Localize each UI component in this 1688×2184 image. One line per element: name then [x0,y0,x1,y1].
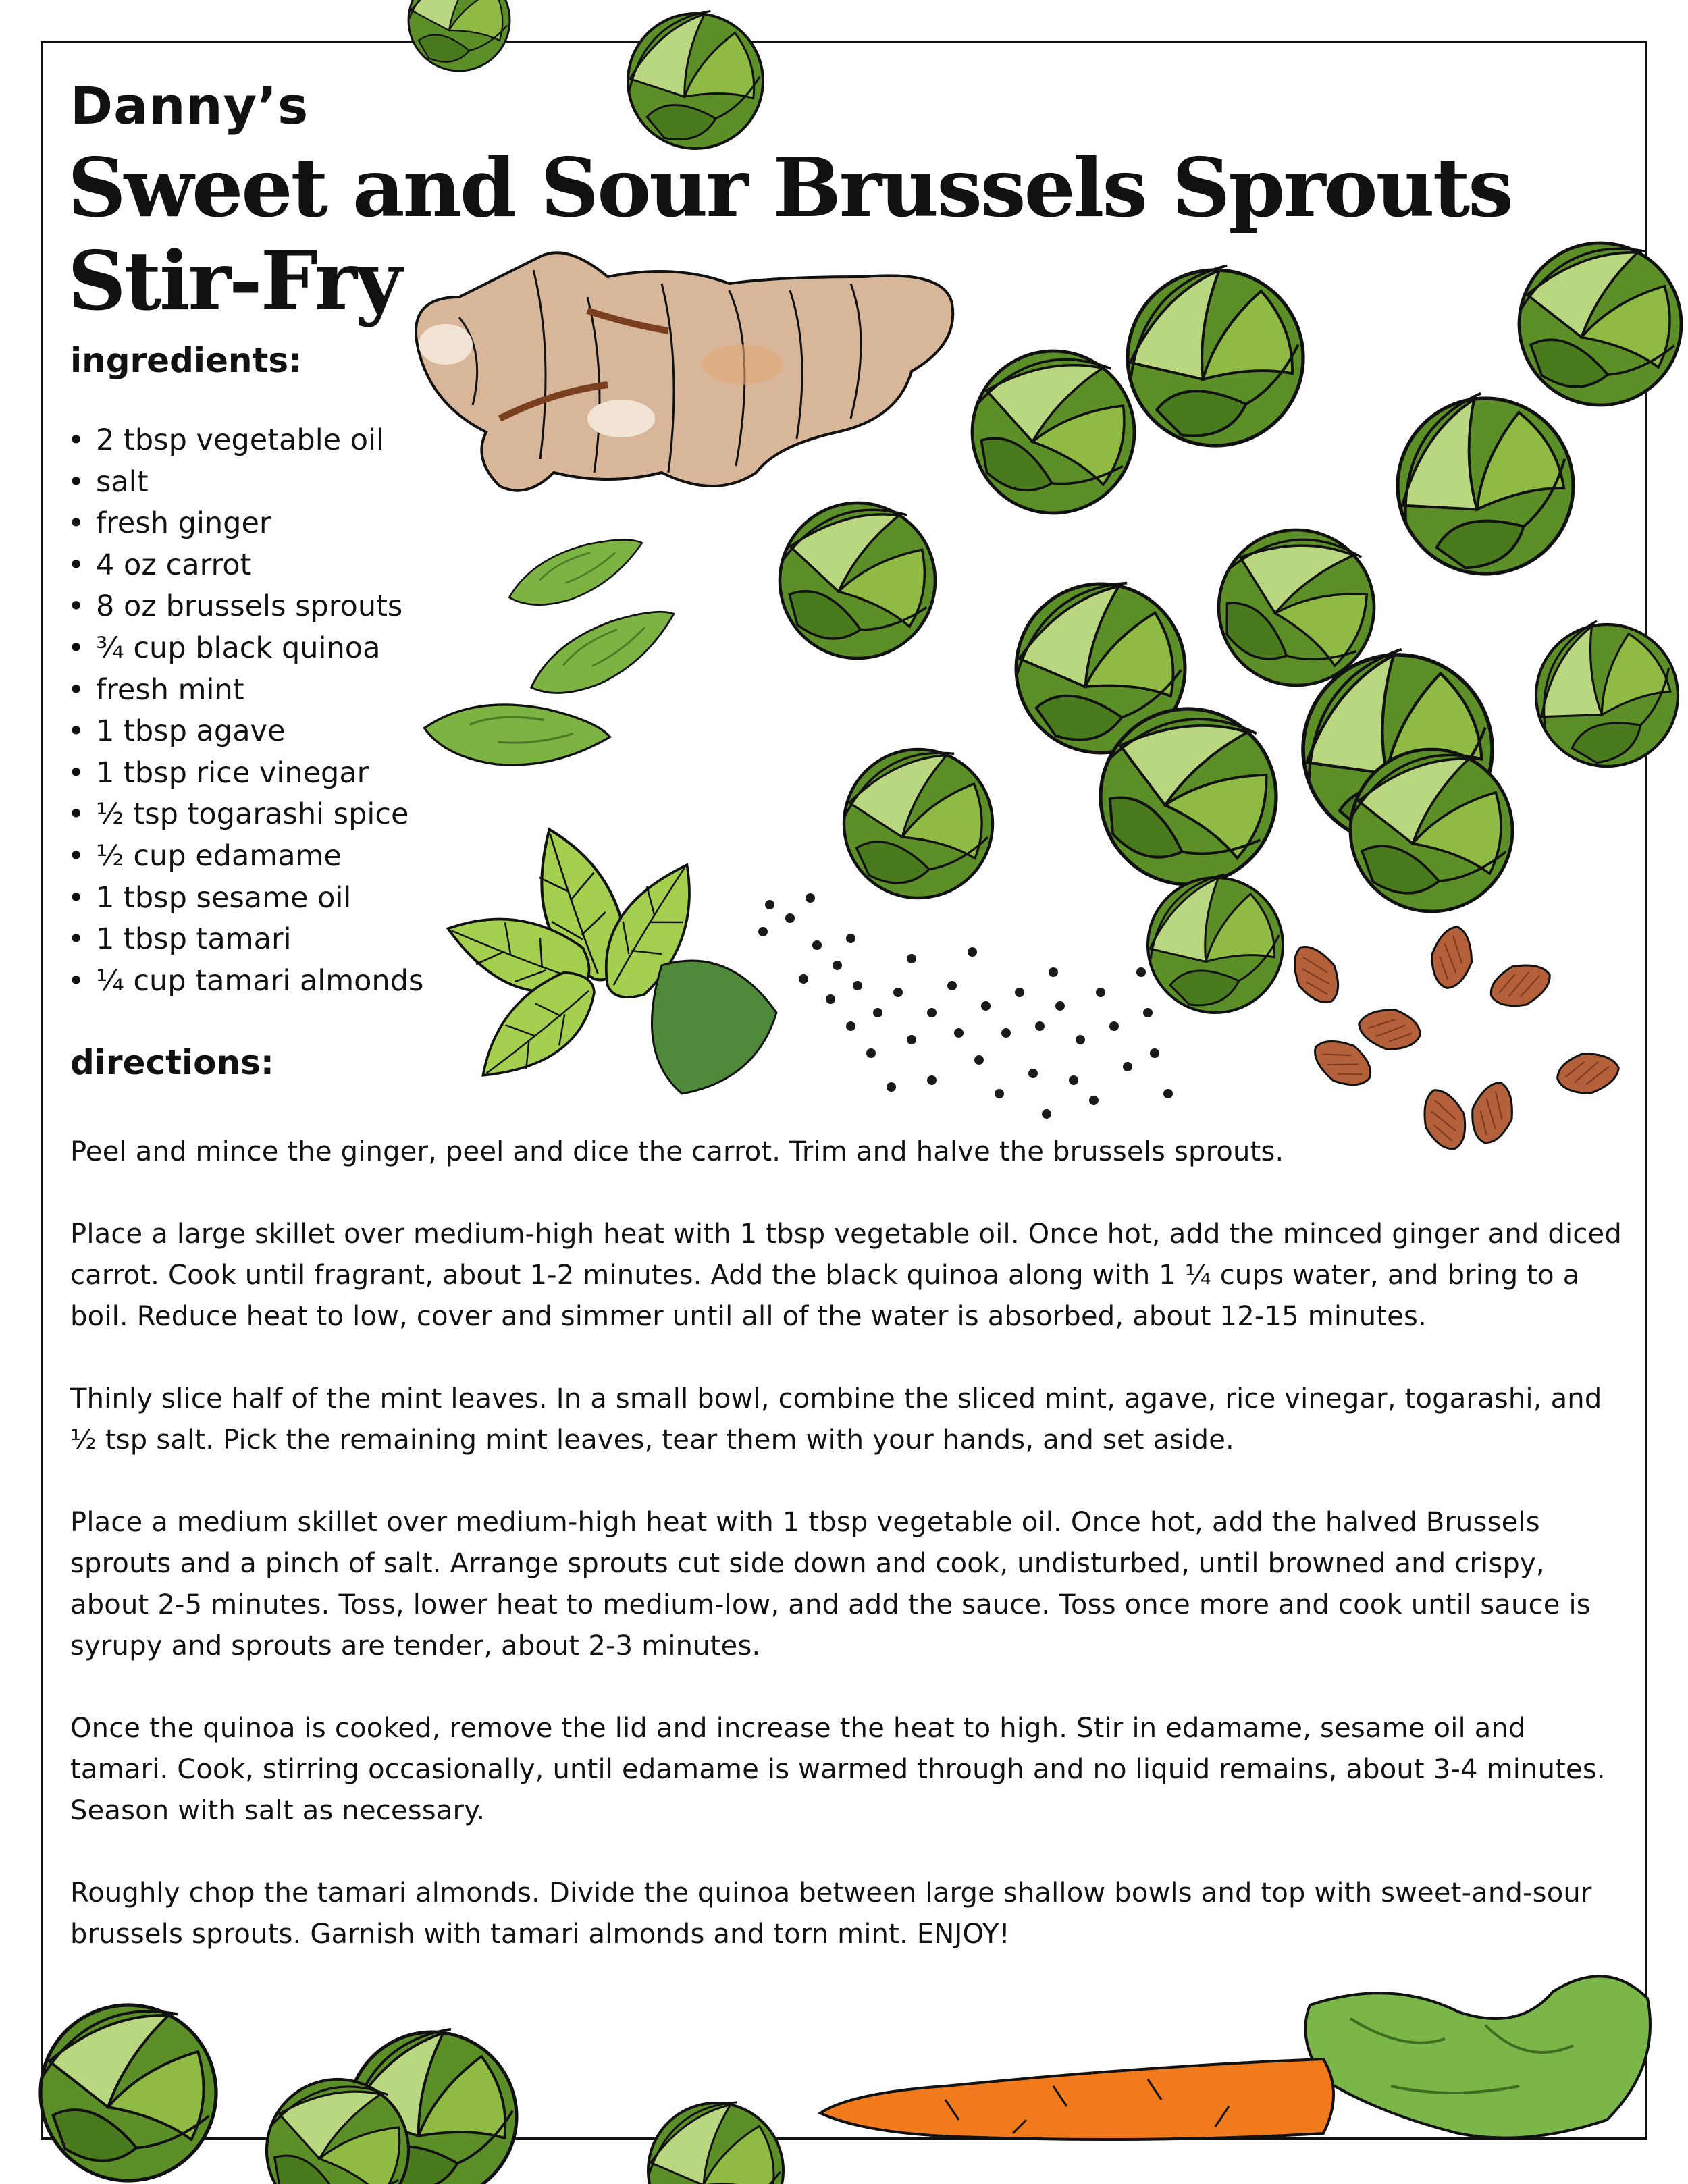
ingredient-item: • ¼ cup tamari almonds [68,961,423,1003]
ingredient-item: • salt [68,462,423,504]
ingredient-item: • 8 oz brussels sprouts [68,586,423,628]
ingredient-item: • ½ cup edamame [68,836,423,878]
ingredients-heading: ingredients: [70,341,302,380]
author-line: Danny’s [70,76,309,136]
mint-leaves-icon [439,820,776,1094]
direction-step: Roughly chop the tamari almonds. Divide the quinoa between large shallow bowls and top with sweet-and-sour brussels sprouts. Garnish with tamari almonds and torn mint. ENJOY! [70,1877,1592,1950]
ingredient-item: • 2 tbsp vegetable oil [68,420,423,462]
ingredient-item: • fresh mint [68,670,423,712]
almond-icon [1283,924,1622,1156]
directions-body [70,1131,1623,1996]
ingredient-item: • 1 tbsp agave [68,711,423,753]
direction-step: Once the quinoa is cooked, remove the lid and increase the heat to high. Stir in edamame, sesame oil and tamari. Cook, stirring occasionally, until edamame is warmed through and no liquid remains, about 3-4 minutes. Season with salt as necessary. [70,1713,1606,1826]
black-quinoa-icon [758,893,1173,1119]
ingredient-item: • ¾ cup black quinoa [68,628,423,670]
ingredients-list [68,420,423,1002]
directions-heading: directions: [70,1043,274,1082]
direction-step: Peel and mince the ginger, peel and dice the carrot. Trim and halve the brussels sprouts. [70,1136,1284,1167]
ingredient-item: • fresh ginger [68,503,423,545]
ingredient-item: • 1 tbsp rice vinegar [68,753,423,795]
edamame-pod-icon [422,526,687,774]
carrot-icon [820,1976,1650,2139]
ingredient-item: • ½ tsp togarashi spice [68,794,423,836]
ingredient-item: • 1 tbsp tamari [68,919,423,961]
direction-step: Place a medium skillet over medium-high heat with 1 tbsp vegetable oil. Once hot, add the halved Brussels sprouts and a pinch of salt. Arrange sprouts cut side down and cook, undisturbed, until browned and crispy, about 2-5 minutes. Toss, lower heat to medium-low, and add the sauce. Toss once more and cook until sauce is syrupy and sprouts are tender, about 2-3 minutes. [70,1507,1591,1661]
direction-step: Thinly slice half of the mint leaves. In a small bowl, combine the sliced mint, agave, rice vinegar, togarashi, and ½ tsp salt. Pick the remaining mint leaves, tear them with your hands, and set aside. [70,1383,1602,1456]
ingredient-item: • 4 oz carrot [68,545,423,587]
direction-step: Place a large skillet over medium-high heat with 1 tbsp vegetable oil. Once hot, add the minced ginger and diced carrot. Cook until fragrant, about 1-2 minutes. Add the black quinoa along with 1 ¼ cups water, and bring to a boil. Reduce heat to low, cover and simmer until all of the water is absorbed, about 12-15 minutes. [70,1219,1622,1332]
ingredient-item: • 1 tbsp sesame oil [68,878,423,920]
recipe-title: Sweet and Sour Brussels Sprouts Stir-Fry [68,140,1512,329]
